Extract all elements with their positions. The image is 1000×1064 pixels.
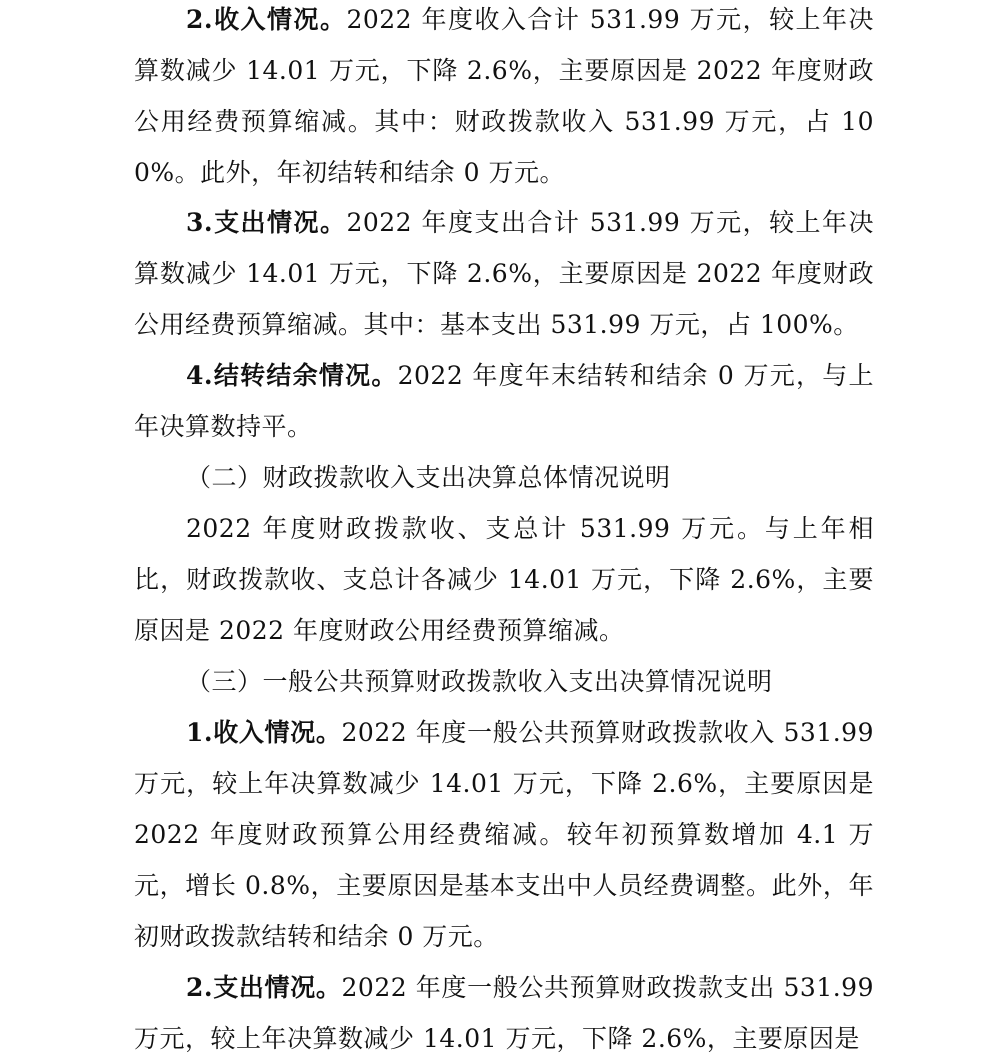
paragraph-text: 2022 年度一般公共预算财政拨款支出 531.99 万元，较上年决算数减少 14.01 万元，下降 2.6%，主要原因是 xyxy=(134,973,874,1053)
paragraph-fiscal-overview xyxy=(134,503,874,656)
paragraph-text: 2022 年度支出合计 531.99 万元，较上年决算数减少 14.01 万元，下降 2.6%，主要原因是 2022 年度财政公用经费预算缩减。其中：基本支出 531.99 万元，占 100%。 xyxy=(134,208,874,339)
paragraph-general-income xyxy=(134,707,874,962)
paragraph-lead: 3.支出情况。 xyxy=(186,208,347,237)
paragraph-text: 2022 年度一般公共预算财政拨款收入 531.99 万元，较上年决算数减少 14.01 万元，下降 2.6%，主要原因是 2022 年度财政预算公用经费缩减。较年初预算数增加 4.1 万元，增长 0.8%，主要原因是基本支出中人员经费调整。此外，年初财政拨款结转和结余 0 万元。 xyxy=(134,718,874,951)
paragraph-text: 2022 年度年末结转和结余 0 万元，与上年决算数持平。 xyxy=(134,361,874,441)
section-heading-fiscal-overview: （二）财政拨款收入支出决算总体情况说明 xyxy=(186,463,671,492)
paragraph-text: 2022 年度财政拨款收、支总计 531.99 万元。与上年相比，财政拨款收、支总计各减少 14.01 万元，下降 2.6%，主要原因是 2022 年度财政公用经费预算缩减。 xyxy=(134,514,874,645)
paragraph-text: 2022 年度收入合计 531.99 万元，较上年决算数减少 14.01 万元，下降 2.6%，主要原因是 2022 年度财政公用经费预算缩减。其中：财政拨款收入 531.99 万元，占 100%。此外，年初结转和结余 0 万元。 xyxy=(134,5,874,187)
paragraph-general-expenditure xyxy=(134,962,874,1064)
paragraph-lead: 2.支出情况。 xyxy=(186,973,342,1002)
paragraph-income xyxy=(134,0,874,198)
section-heading-general-budget: （三）一般公共预算财政拨款收入支出决算情况说明 xyxy=(186,667,773,696)
paragraph-expenditure xyxy=(134,197,874,350)
paragraph-lead: 4.结转结余情况。 xyxy=(186,361,398,390)
paragraph-lead: 1.收入情况。 xyxy=(186,718,342,747)
paragraph-lead: 2.收入情况。 xyxy=(186,5,347,34)
paragraph-balance xyxy=(134,350,874,452)
